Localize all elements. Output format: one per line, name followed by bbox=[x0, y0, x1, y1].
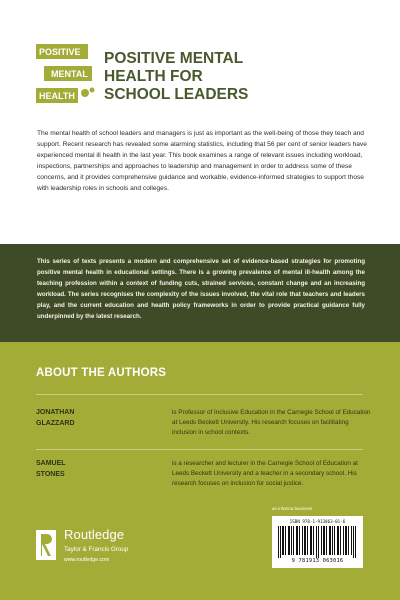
author-first-name: JONATHAN bbox=[36, 409, 75, 416]
author-bio-1: is Professor of Inclusive Education in the Carnegie School of Education at Leeds Beckett University. His research focuses on facilitating inclusion in school contexts. bbox=[172, 409, 371, 436]
title-line-2: HEALTH FOR bbox=[104, 68, 203, 85]
barcode bbox=[272, 516, 363, 568]
publisher-url: www.routledge.com bbox=[64, 557, 110, 563]
routledge-logo-icon bbox=[36, 530, 56, 560]
author-bio-2: is a researcher and lecturer in the Carnegie School of Education at Leeds Beckett University and a teacher in a secondary school. His research focuses on inclusion for social justice. bbox=[172, 460, 358, 487]
isbn-label: ISBN 978-1-913063-01-6 bbox=[289, 519, 346, 524]
book-blurb: The mental health of school leaders and managers is just as important as the well-being of those they teach and support. Recent research has revealed some alarming statistics, including that 56 per cent of senior leaders have experienced mental ill health in the last year. This book examines a range of relevant issues including workload, inspections, partnerships and approaches to leadership and management in order to address some of these concerns, and it provides comprehensive guidance and workable, evidence-informed strategies to support those with leadership roles in schools and colleges. bbox=[37, 130, 367, 193]
informa-tagline: an informa business bbox=[272, 506, 313, 511]
author-last-name: STONES bbox=[36, 470, 65, 478]
publisher-name: Routledge bbox=[64, 527, 125, 542]
author-name-2 bbox=[36, 459, 136, 480]
logo-word-positive: POSITIVE bbox=[39, 47, 81, 57]
book-title bbox=[104, 50, 364, 104]
author-last-name: GLAZZARD bbox=[36, 419, 75, 427]
about-authors-heading: ABOUT THE AUTHORS bbox=[36, 367, 167, 379]
barcode-bars bbox=[276, 526, 359, 558]
logo-word-health: HEALTH bbox=[39, 91, 75, 101]
series-logo bbox=[36, 44, 96, 106]
author-name-1 bbox=[36, 408, 136, 429]
divider bbox=[36, 394, 363, 395]
logo-word-mental: MENTAL bbox=[51, 69, 88, 79]
publisher-group: Taylor & Francis Group bbox=[64, 546, 129, 553]
divider bbox=[36, 449, 363, 450]
top-panel bbox=[0, 0, 400, 244]
title-line-1: POSITIVE MENTAL bbox=[104, 50, 244, 67]
author-first-name: SAMUEL bbox=[36, 460, 66, 467]
isbn-digits: 9 781913 063016 bbox=[291, 558, 344, 564]
series-description: This series of texts presents a modern and comprehensive set of evidence-based strategies for promoting positive mental health in educational settings. There is a growing prevalence of mental ill-health among the teaching profession within a context of funding cuts, strained services, constant change and an increasing workload. The series recognises the complexity of the issues involved, the vital role that teachers and leaders play, and the current education and health policy frameworks in order to provide practical guidance fully underpinned by the latest research. bbox=[37, 258, 365, 321]
title-line-3: SCHOOL LEADERS bbox=[104, 86, 249, 103]
